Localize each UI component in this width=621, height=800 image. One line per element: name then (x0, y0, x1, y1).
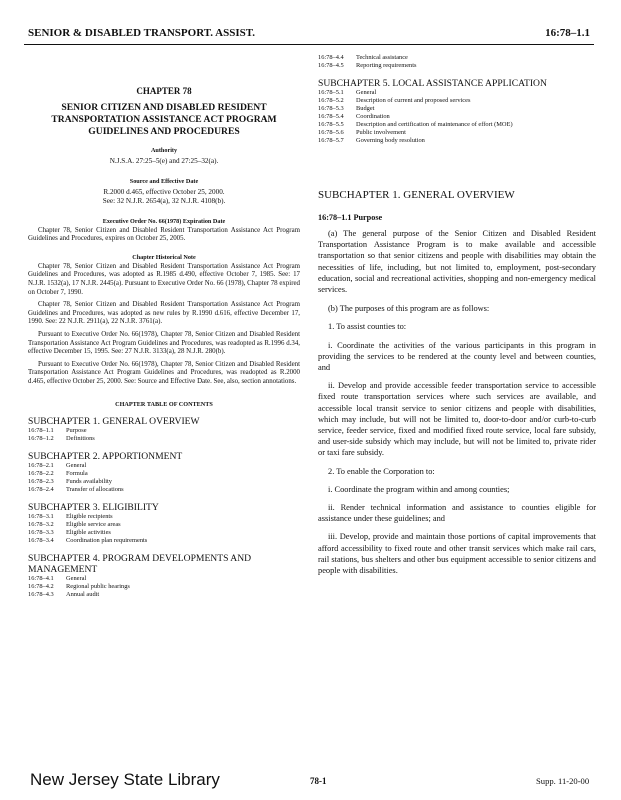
toc-subchapter-4: SUBCHAPTER 4. PROGRAM DEVELOPMENTS AND MANAGEMENT (28, 552, 252, 575)
toc-subchapter-3: SUBCHAPTER 3. ELIGIBILITY (28, 501, 159, 513)
toc-row: 16:78–3.4 Coordination plan requirements (28, 536, 148, 544)
historical-note-3: Pursuant to Executive Order No. 66(1978), Chapter 78, Senior Citizen and Disabled Resident Transportation Assistance Act Program Guidelines and Procedures, was readopted as R.1996 d.34, effective December 15, 1995. See: 27 N.J.R. 3133(a), 28 N.J.R. 280(b). (28, 330, 300, 356)
toc-heading: CHAPTER TABLE OF CONTENTS (115, 400, 213, 408)
toc-subchapter-4-continued (318, 54, 596, 70)
left-column (28, 54, 300, 599)
exec-order-text: Chapter 78, Senior Citizen and Disabled Resident Transportation Assistance Act Program Guidelines and Procedures, expires on October 25, 2005. (28, 226, 300, 243)
toc-row: 16:78–3.3 Eligible activities (28, 528, 111, 536)
toc-row: 16:78–2.4 Transfer of allocations (28, 485, 124, 493)
toc-row: 16:78–1.1 Purpose (28, 426, 87, 434)
toc-row: 16:78–5.6 Public involvement (318, 129, 406, 136)
item-2-i: i. Coordinate the program within and among counties; (328, 484, 510, 494)
toc-row: 16:78–4.1 General (28, 574, 87, 582)
toc-row: 16:78–5.5 Description and certification of maintenance of effort (MOE) (318, 121, 513, 128)
item-2-iii: iii. Develop, provide and maintain those portions of capital improvements that afford accessibility to fixed route and other transit services which make rail cars, rail stations, bus shelters and other bus equipment accessible to senior citizens and people with disabilities. (318, 532, 596, 576)
item-1: 1. To assist counties to: (328, 322, 407, 332)
toc-row: 16:78–4.3 Annual audit (28, 590, 100, 598)
toc-subchapter-5-list (318, 89, 596, 145)
supplement-date: Supp. 11-20-00 (536, 776, 590, 786)
source-text: R.2000 d.465, effective October 25, 2000. (103, 187, 225, 196)
header-title: SENIOR & DISABLED TRANSPORT. ASSIST. (28, 27, 256, 39)
section-heading: 16:78–1.1 Purpose (318, 213, 383, 222)
item-1-ii: ii. Develop and provide accessible feeder transportation service to accessible fixed route transportation services where such services are available, and accessible local transit service to senior citizens and people with disabilities, which may include, but will not be limited to, door-to-door and/or curb-to-curb service, feeder service, fixed and modified fixed route service, local fare subsidy, and user-side subsidy which may include, but will not be limited to, private rider or taxi fare subsidy. (318, 381, 596, 458)
item-2: 2. To enable the Corporation to: (328, 466, 435, 476)
historical-note-2: Chapter 78, Senior Citizen and Disabled Resident Transportation Assistance Act Program Guidelines and Procedures, was adopted as new rules by R.1990 d.616, effective December 17, 1990. See: 22 N.J.R. 2911(a), 22 N.J.R. 3761(a). (28, 301, 300, 326)
running-header (24, 20, 594, 45)
paragraph-a: (a) The general purpose of the Senior Citizen and Disabled Resident Transportation Assistance Program is to make available and accessible transportation so that senior citizens and people with disabilities may obtain the necessities of life, including, but not limited to, employment, post-secondary education, social and recreational activities, shopping and non-emergency medical services. (318, 229, 596, 295)
source-heading: Source and Effective Date (129, 177, 199, 185)
toc-subchapter-2: SUBCHAPTER 2. APPORTIONMENT (28, 450, 183, 462)
toc-row: 16:78–5.2 Description of current and proposed services (318, 97, 471, 104)
chapter-number: CHAPTER 78 (136, 86, 192, 96)
toc-subchapter-1: SUBCHAPTER 1. GENERAL OVERVIEW (28, 415, 200, 427)
toc-row: 16:78–3.2 Eligible service areas (28, 520, 121, 528)
toc-row: 16:78–2.2 Formula (28, 469, 88, 477)
authority-text: N.J.S.A. 27:25–5(e) and 27:25–32(a). (109, 156, 219, 165)
item-1-i: i. Coordinate the activities of the various participants in this program in providing the services to be rendered at the county level and between counties, and (318, 340, 596, 373)
historical-note-1: Chapter 78, Senior Citizen and Disabled Resident Transportation Assistance Act Program Guidelines and Procedures, was adopted as R.1985 d.490, effective October 7, 1985. See: 17 N.J.R. 1532(a), 17 N.J.R. 2445(a). Pursuant to Executive Order No. 66 (1978), Chapter 78 expired on October 7, 1990. (28, 262, 300, 296)
toc-row: 16:78–4.5 Reporting requirements (318, 62, 417, 69)
toc-row: 16:78–3.1 Eligible recipients (28, 512, 113, 520)
footer-library: New Jersey State Library (30, 770, 220, 789)
exec-order-heading: Executive Order No. 66(1978) Expiration Date (102, 217, 226, 225)
toc-subchapter-4-list (28, 575, 300, 599)
toc-row: 16:78–5.1 General (318, 89, 377, 96)
toc-row: 16:78–1.2 Definitions (28, 434, 95, 442)
source-see: See: 32 N.J.R. 2654(a), 32 N.J.R. 4108(b). (102, 196, 226, 205)
historical-note-heading: Chapter Historical Note (132, 253, 196, 261)
historical-note-4: Pursuant to Executive Order No. 66(1978), Chapter 78, Senior Citizen and Disabled Resident Transportation Assistance Act Program Guidelines and Procedures, was readopted as R.2000 d.465, effective October 25, 2000. See: Source and Effective Date. See, also, section annotations. (28, 360, 300, 385)
subchapter-1-heading: SUBCHAPTER 1. GENERAL OVERVIEW (318, 189, 515, 201)
toc-row: 16:78–5.3 Budget (318, 105, 375, 112)
authority-heading: Authority (150, 146, 178, 154)
toc-row: 16:78–5.4 Coordination (318, 113, 390, 120)
toc-subchapter-3-list (28, 513, 300, 545)
toc-row: 16:78–2.3 Funds availability (28, 477, 112, 485)
toc-row: 16:78–4.4 Technical assistance (318, 54, 408, 61)
item-2-ii: ii. Render technical information and assistance to counties eligible for assistance under these guidelines; and (318, 503, 596, 524)
toc-row: 16:78–4.2 Regional public hearings (28, 582, 130, 590)
toc-subchapter-5: SUBCHAPTER 5. LOCAL ASSISTANCE APPLICATION (318, 78, 547, 89)
header-section-number: 16:78–1.1 (545, 27, 590, 39)
paragraph-b: (b) The purposes of this program are as follows: (328, 304, 490, 314)
page-number: 78-1 (310, 776, 327, 786)
toc-row: 16:78–2.1 General (28, 461, 87, 469)
toc-row: 16:78–5.7 Governing body resolution (318, 137, 425, 144)
right-column (318, 54, 596, 576)
chapter-title: SENIOR CITIZEN AND DISABLED RESIDENT TRANSPORTATION ASSISTANCE ACT PROGRAM GUIDELINES AND PROCEDURES (51, 102, 277, 138)
toc-subchapter-2-list (28, 462, 300, 494)
toc-subchapter-1-list (28, 427, 300, 443)
